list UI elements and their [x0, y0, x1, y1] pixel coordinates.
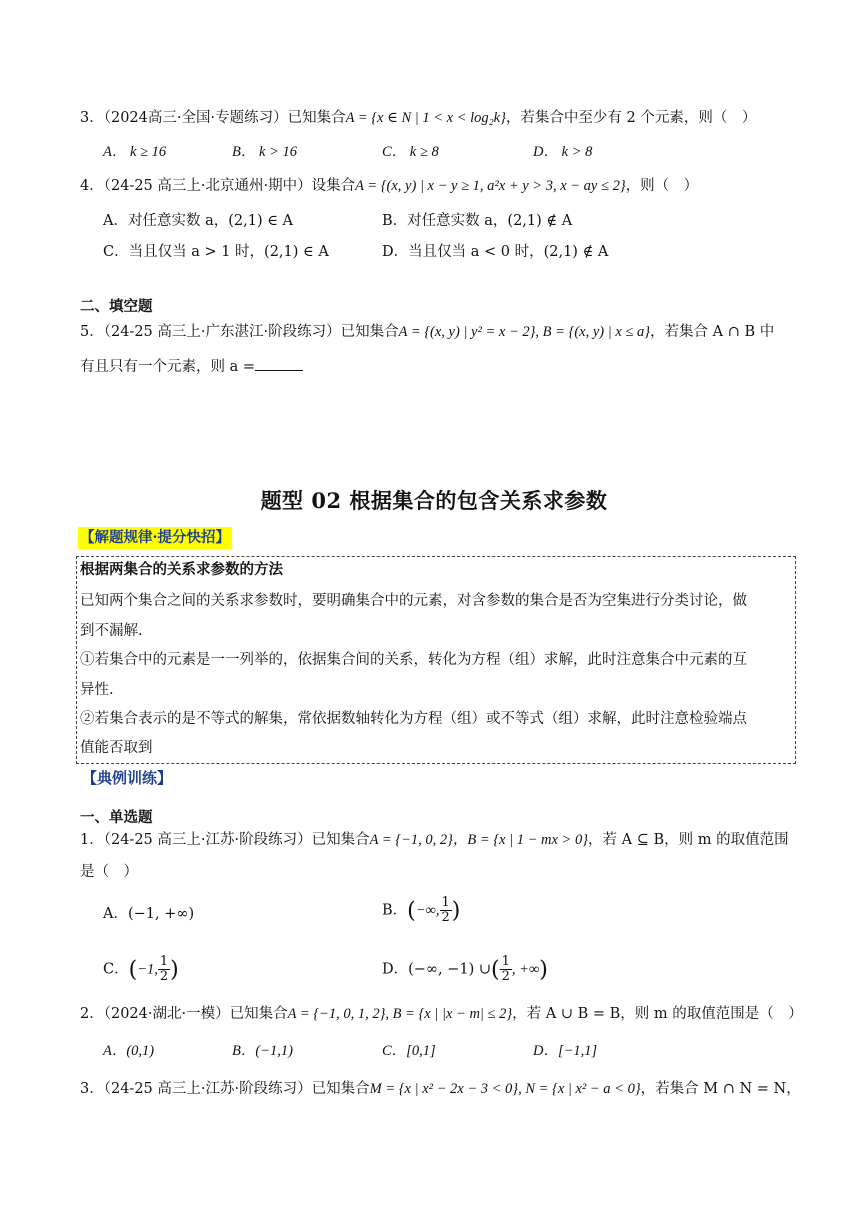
option-letter: C． [103, 961, 129, 978]
question-suffix: ，若集合 M ∩ N = N， [640, 1081, 801, 1097]
question-suffix: ，则（ ） [625, 178, 699, 194]
fill-blank-heading: 二、填空题 [80, 298, 153, 315]
method-line: 异性. [80, 682, 114, 698]
option-a: A．(0,1) [103, 1043, 155, 1059]
answer-blank[interactable] [255, 356, 303, 371]
set-expression: A = {x ∈ N | 1 < x < log₂k} [345, 110, 506, 126]
set-expression: A = {−1, 0, 1, 2}, B = {x | |x − m| ≤ 2} [287, 1006, 513, 1022]
method-line: 到不漏解. [80, 623, 143, 639]
option-a: A． k ≥ 16 [103, 144, 167, 160]
method-line: 已知两个集合之间的关系求参数时，要明确集合中的元素，对含参数的集合是否为空集进行分类讨论，做 [80, 593, 747, 609]
option-c: C． k ≥ 8 [382, 144, 439, 160]
question-5-line2 [80, 356, 303, 377]
method-line: ②若集合表示的是不等式的解集，常依据数轴转化为方程（组）或不等式（组）求解，此时注意检验端点 [80, 711, 747, 727]
question-prefix: 2．（2024·湖北·一模）已知集合 [80, 1006, 288, 1022]
question-prefix: 1．（24-25 高三上·江苏·阶段练习）已知集合 [80, 832, 370, 848]
question-5-stem [80, 322, 774, 342]
option-a: A．对任意实数 a，(2,1) ∈ A [103, 213, 294, 229]
option-d: D．当且仅当 a < 0 时，(2,1) ∉ A [382, 244, 609, 260]
option-b: B．(−1,1) [232, 1043, 293, 1059]
fraction-half: $\frac{1}{2}$ [501, 954, 510, 984]
section-title: 题型 02 根据集合的包含关系求参数 [260, 488, 608, 513]
fraction-half: $\frac{1}{2}$ [441, 895, 450, 925]
question-text: 有且只有一个元素，则 a = [80, 359, 256, 375]
set-expression: A = {(x, y) | x − y ≥ 1, a²x + y > 3, x − ay ≤ 2} [355, 178, 626, 194]
method-line: 值能否取到 [80, 740, 153, 756]
example-1-stem [80, 830, 789, 850]
question-suffix: ，若集合中至少有 2 个元素，则（ ） [505, 110, 757, 126]
example-tag: 【典例训练】 [82, 769, 173, 787]
tips-tag: 【解题规律·提分快招】 [78, 527, 232, 549]
option-c: C．[0,1] [382, 1043, 436, 1059]
option-b: B． k > 16 [232, 144, 297, 160]
question-prefix: 3．（24-25 高三上·江苏·阶段练习）已知集合 [80, 1081, 370, 1097]
option-d: D． k > 8 [533, 144, 593, 160]
example-1-line2: 是（ ） [80, 864, 138, 880]
option-d: D．(−∞, −1) ∪( $\frac{1}{2}$ , +∞) [382, 954, 548, 984]
question-prefix: 4．（24-25 高三上·北京通州·期中）设集合 [80, 178, 356, 194]
method-heading: 根据两集合的关系求参数的方法 [80, 561, 283, 578]
method-line: ①若集合中的元素是一一列举的，依据集合间的关系，转化为方程（组）求解，此时注意集合中元素的互 [80, 652, 747, 668]
example-2-stem [80, 1004, 803, 1024]
option-letter: B． [382, 902, 408, 919]
question-suffix: ，若集合 A ∩ B 中 [650, 324, 775, 340]
question-prefix: 5．（24-25 高三上·广东湛江·阶段练习）已知集合 [80, 324, 399, 340]
set-expression: A = {(x, y) | y² = x − 2}, B = {(x, y) | x ≤ a} [398, 324, 651, 340]
option-c: C．当且仅当 a > 1 时，(2,1) ∈ A [103, 244, 329, 260]
option-d: D．[−1,1] [533, 1043, 598, 1059]
option-b: B．(−∞, $\frac{1}{2}$ ) [382, 895, 461, 925]
option-b: B．对任意实数 a，(2,1) ∉ A [382, 213, 573, 229]
option-c: C．(−1, $\frac{1}{2}$ ) [103, 954, 179, 984]
example-3-stem [80, 1079, 801, 1099]
question-suffix: ，若 A ⊆ B，则 m 的取值范围 [588, 832, 789, 848]
question-prefix: 3．（2024高三·全国·专题练习）已知集合 [80, 110, 346, 126]
question-suffix: ，若 A ∪ B = B，则 m 的取值范围是（ ） [512, 1006, 803, 1022]
set-expression: A = {−1, 0, 2}，B = {x | 1 − mx > 0} [369, 832, 589, 848]
option-a: A．(−1, +∞) [103, 906, 195, 922]
fraction-half: $\frac{1}{2}$ [159, 954, 169, 984]
option-letter: D．(−∞, −1) ∪ [382, 961, 492, 978]
single-choice-heading: 一、单选题 [80, 809, 153, 826]
question-4-stem [80, 176, 698, 196]
question-3-stem [80, 108, 756, 128]
set-expression: M = {x | x² − 2x − 3 < 0}, N = {x | x² − a < 0} [369, 1081, 641, 1097]
